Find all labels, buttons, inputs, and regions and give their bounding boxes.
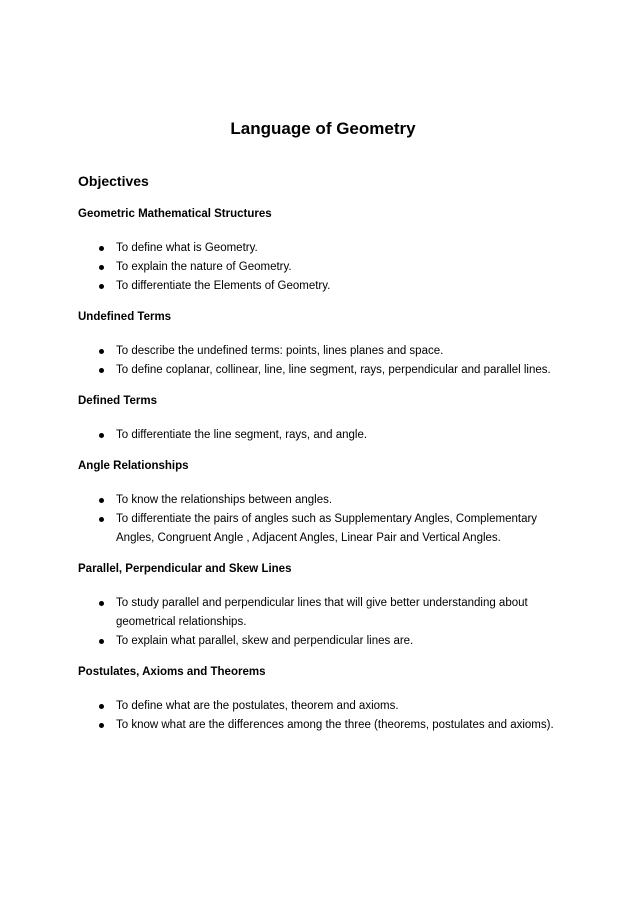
bullet-list [78,491,558,548]
bullet-icon [99,349,104,354]
list-item: To define what are the postulates, theorem and axioms. [78,697,558,716]
bullet-icon [99,246,104,251]
list-item: To study parallel and perpendicular lines that will give better understanding about geometrical relationships. [78,594,558,632]
list-item: To explain the nature of Geometry. [78,258,558,277]
section-title: Defined Terms [78,395,158,407]
section-angle-relationships [78,459,558,548]
bullet-icon [99,601,104,606]
section-parallel-perpendicular-skew [78,562,558,651]
bullet-icon [99,265,104,270]
list-item: To explain what parallel, skew and perpendicular lines are. [78,632,558,651]
bullet-icon [99,704,104,709]
list-item: To know the relationships between angles. [78,491,558,510]
section-title: Undefined Terms [78,311,172,323]
bullet-list [78,594,558,651]
bullet-icon [99,284,104,289]
bullet-list [78,342,558,380]
list-item: To define coplanar, collinear, line, line segment, rays, perpendicular and parallel lines. [78,361,558,380]
bullet-icon [99,723,104,728]
section-postulates-axioms-theorems [78,665,558,735]
list-item: To define what is Geometry. [78,239,558,258]
section-geometric-structures [78,207,558,296]
list-item: To differentiate the line segment, rays, and angle. [78,426,558,445]
document-title: Language of Geometry [230,119,416,138]
list-item: To describe the undefined terms: points, lines planes and space. [78,342,558,361]
bullet-list [78,239,558,296]
bullet-list [78,426,558,445]
bullet-icon [99,517,104,522]
bullet-icon [99,433,104,438]
section-title: Angle Relationships [78,460,189,472]
list-item: To differentiate the Elements of Geometry. [78,277,558,296]
section-defined-terms [78,394,558,445]
objectives-heading: Objectives [78,173,149,189]
bullet-icon [99,368,104,373]
list-item: To know what are the differences among the three (theorems, postulates and axioms). [78,716,558,735]
section-title: Parallel, Perpendicular and Skew Lines [78,563,292,575]
section-undefined-terms [78,310,558,380]
section-title: Geometric Mathematical Structures [78,208,272,220]
bullet-icon [99,639,104,644]
section-title: Postulates, Axioms and Theorems [78,666,266,678]
bullet-icon [99,498,104,503]
list-item: To differentiate the pairs of angles such as Supplementary Angles, Complementary Angles, Congruent Angle , Adjacent Angles, Linear Pair and Vertical Angles. [78,510,558,548]
bullet-list [78,697,558,735]
